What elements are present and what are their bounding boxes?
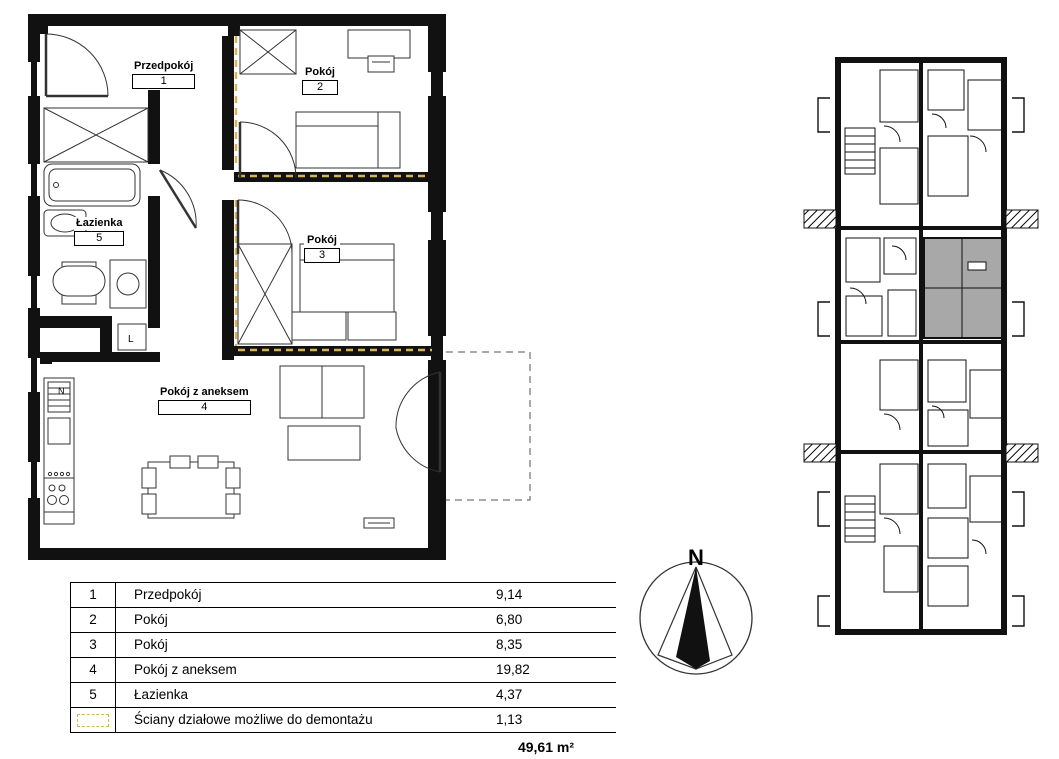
room-name-2: Pokój: [302, 66, 338, 79]
legend-name: Przedpokój: [116, 583, 491, 608]
legend-row-removable-walls: [71, 708, 617, 733]
legend-num: 3: [71, 633, 116, 658]
legend-total-row: [71, 733, 617, 759]
removable-walls-name: Ściany działowe możliwe do demontażu: [116, 708, 491, 733]
compass-north-label: N: [636, 545, 756, 571]
legend-row: [71, 633, 617, 658]
key-plan-svg: [800, 40, 1050, 650]
legend-area: 19,82: [490, 658, 616, 683]
legend-row: [71, 658, 617, 683]
room-number-4: 4: [158, 400, 251, 415]
legend-rows: [70, 582, 616, 759]
legend-row: [71, 683, 617, 708]
room-label-2: [302, 66, 338, 95]
room-number-5: 5: [74, 231, 124, 246]
compass-rose: [636, 545, 756, 705]
balcony-outline: [446, 352, 530, 500]
room-name-1: Przedpokój: [132, 60, 195, 73]
legend-num: 1: [71, 583, 116, 608]
legend-name: Pokój z aneksem: [116, 658, 491, 683]
legend-name: Łazienka: [116, 683, 491, 708]
legend-num: 2: [71, 608, 116, 633]
room-label-3: [304, 234, 340, 263]
room-name-4: Pokój z aneksem: [158, 386, 251, 399]
room-number-2: 2: [302, 80, 338, 95]
room-number-1: 1: [132, 74, 195, 89]
svg-text:L: L: [128, 334, 134, 345]
legend-area: 8,35: [490, 633, 616, 658]
dashed-line-icon: [77, 714, 109, 727]
legend-area: 9,14: [490, 583, 616, 608]
legend-name: Pokój: [116, 633, 491, 658]
legend-num: 4: [71, 658, 116, 683]
legend-name: Pokój: [116, 608, 491, 633]
legend-row: [71, 608, 617, 633]
legend-num: 5: [71, 683, 116, 708]
room-label-5: [74, 217, 124, 246]
legend-area: 4,37: [490, 683, 616, 708]
room-label-4: [158, 386, 251, 415]
removable-walls-swatch: [71, 708, 116, 733]
room-number-3: 3: [304, 248, 340, 263]
building-key-plan: [800, 40, 1050, 650]
room-name-5: Łazienka: [74, 217, 124, 230]
legend-table: [70, 582, 616, 759]
legend-area: 6,80: [490, 608, 616, 633]
room-label-1: [132, 60, 195, 89]
legend-row: [71, 583, 617, 608]
room-name-3: Pokój: [304, 234, 340, 247]
removable-walls-area: 1,13: [490, 708, 616, 733]
svg-text:N: N: [58, 386, 65, 396]
total-area: 49,61 m²: [71, 733, 617, 759]
